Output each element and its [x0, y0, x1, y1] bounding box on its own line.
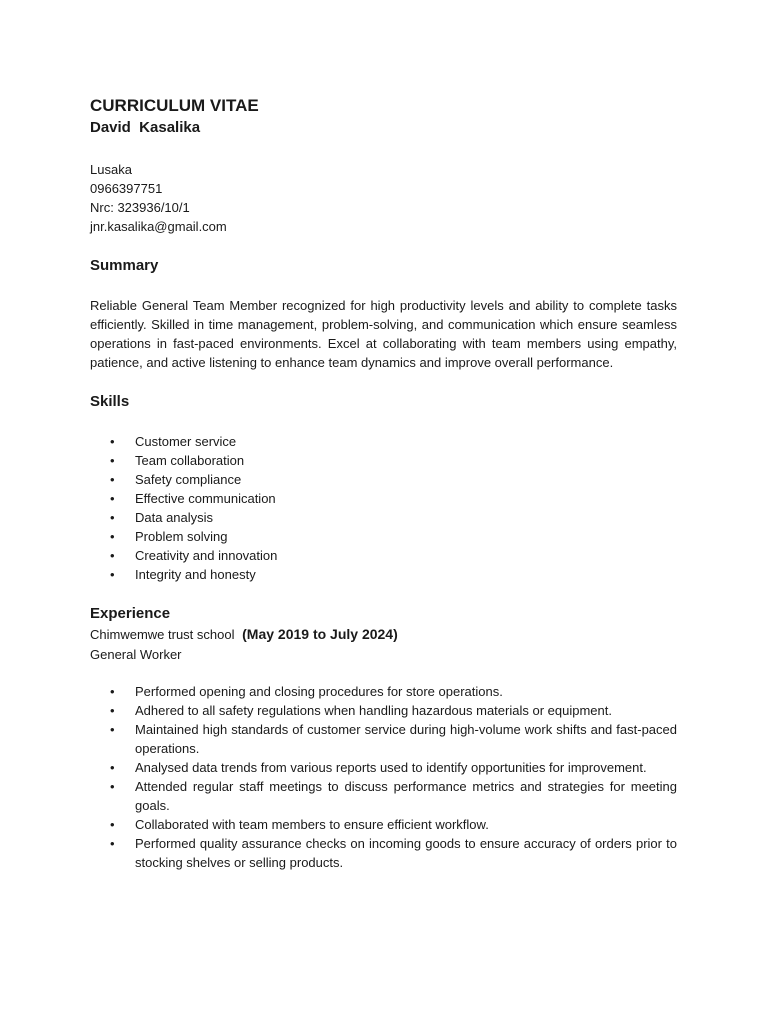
- skill-item: [90, 508, 677, 527]
- job-dates: (May 2019 to July 2024): [242, 626, 398, 642]
- duty-text: Maintained high standards of customer service during high-volume work shifts and fast-paced operations.: [135, 722, 677, 756]
- summary-heading: Summary: [90, 257, 159, 274]
- skills-heading: Skills: [90, 393, 130, 410]
- skill-label: Team collaboration: [135, 453, 245, 468]
- skill-label: Safety compliance: [135, 472, 242, 487]
- skills-list: [90, 432, 677, 584]
- skill-item: [90, 451, 677, 470]
- skill-item: [90, 565, 677, 584]
- skill-label: Problem solving: [135, 529, 228, 544]
- contact-phone: 0966397751: [90, 181, 163, 196]
- job-header: [90, 624, 677, 645]
- duty-item: [90, 834, 677, 872]
- bullet-icon: •: [110, 548, 115, 563]
- candidate-name: David Kasalika: [90, 119, 201, 136]
- duty-text: Performed quality assurance checks on incoming goods to ensure accuracy of orders prior to stocking shelves or selling products.: [135, 836, 677, 870]
- bullet-icon: •: [110, 722, 115, 737]
- cv-page: [90, 95, 677, 872]
- contact-nrc: Nrc: 323936/10/1: [90, 200, 190, 215]
- job-role: General Worker: [90, 647, 182, 662]
- skill-label: Customer service: [135, 434, 237, 449]
- skill-label: Data analysis: [135, 510, 214, 525]
- bullet-icon: •: [110, 779, 115, 794]
- duty-text: Performed opening and closing procedures for store operations.: [135, 684, 503, 699]
- bullet-icon: •: [110, 703, 115, 718]
- skill-item: [90, 546, 677, 565]
- skill-label: Creativity and innovation: [135, 548, 278, 563]
- duty-item: [90, 777, 677, 815]
- skill-item: [90, 489, 677, 508]
- contact-city: Lusaka: [90, 162, 132, 177]
- duty-text: Analysed data trends from various reports used to identify opportunities for improvement.: [135, 760, 647, 775]
- bullet-icon: •: [110, 567, 115, 582]
- experience-heading: Experience: [90, 605, 171, 622]
- duty-item: [90, 815, 677, 834]
- duty-text: Attended regular staff meetings to discuss performance metrics and strategies for meeting goals.: [135, 779, 677, 813]
- skill-label: Effective communication: [135, 491, 276, 506]
- bullet-icon: •: [110, 491, 115, 506]
- duty-text: Adhered to all safety regulations when handling hazardous materials or equipment.: [135, 703, 612, 718]
- duties-list: [90, 682, 677, 872]
- skill-item: [90, 432, 677, 451]
- bullet-icon: •: [110, 472, 115, 487]
- bullet-icon: •: [110, 684, 115, 699]
- document-title: CURRICULUM VITAE: [90, 96, 259, 115]
- duty-item: [90, 758, 677, 777]
- duty-item: [90, 682, 677, 701]
- contact-block: [90, 160, 677, 236]
- contact-email: jnr.kasalika@gmail.com: [90, 219, 227, 234]
- bullet-icon: •: [110, 453, 115, 468]
- duty-item: [90, 701, 677, 720]
- bullet-icon: •: [110, 760, 115, 775]
- bullet-icon: •: [110, 836, 115, 851]
- bullet-icon: •: [110, 817, 115, 832]
- bullet-icon: •: [110, 510, 115, 525]
- bullet-icon: •: [110, 434, 115, 449]
- summary-text: Reliable General Team Member recognized for high productivity levels and ability to complete tasks efficiently. Skilled in time management, problem-solving, and communication which ensure seamless operations in fast-paced environments. Excel at collaborating with team members using empathy, patience, and active listening to enhance team dynamics and improve overall performance.: [90, 298, 677, 370]
- job-employer: Chimwemwe trust school: [90, 627, 235, 642]
- skill-item: [90, 470, 677, 489]
- bullet-icon: •: [110, 529, 115, 544]
- duty-item: [90, 720, 677, 758]
- duty-text: Collaborated with team members to ensure efficient workflow.: [135, 817, 489, 832]
- skill-item: [90, 527, 677, 546]
- skill-label: Integrity and honesty: [135, 567, 256, 582]
